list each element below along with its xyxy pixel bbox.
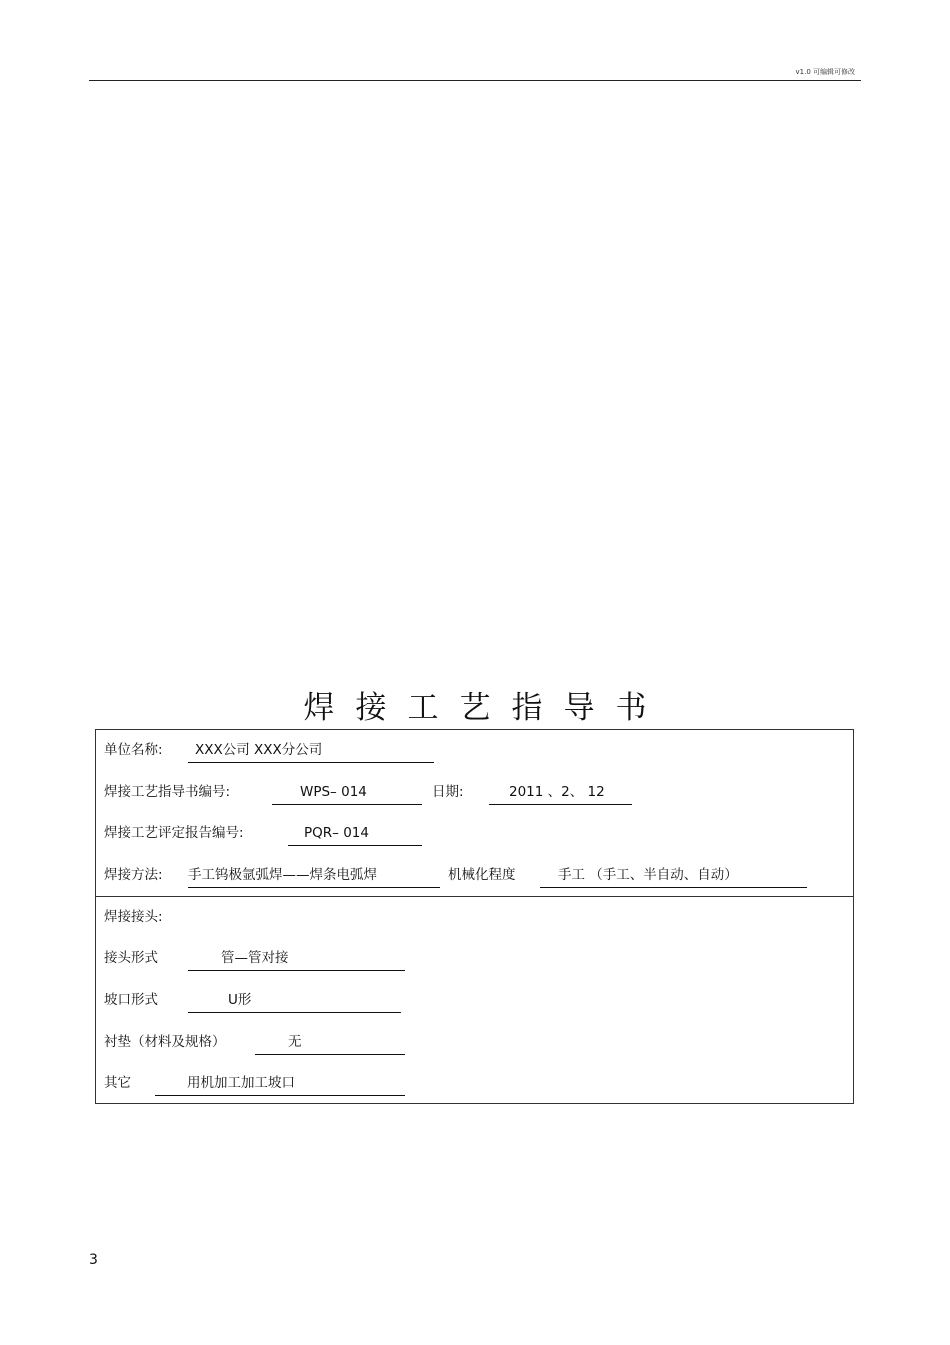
mechanization-label: 机械化程度 [448,867,516,883]
backing-row [96,1032,853,1052]
joint-heading: 焊接接头: [104,909,163,925]
joint-heading-row [96,907,853,927]
page-number: 3 [89,1252,98,1268]
unit-value: XXX公司 XXX分公司 [195,742,323,758]
wps-row [96,782,853,802]
other-label: 其它 [104,1075,131,1091]
wps-no-field [272,782,422,805]
other-row [96,1073,853,1093]
joint-type-label: 接头形式 [104,950,158,966]
wps-no-value: WPS– 014 [300,784,367,800]
method-field [188,865,440,888]
groove-type-row [96,990,853,1010]
mechanization-field [540,865,807,888]
unit-field [188,740,434,763]
pqr-no-label: 焊接工艺评定报告编号: [104,825,244,841]
document-title: 焊接工艺指导书 [303,690,668,726]
backing-value: 无 [288,1034,302,1050]
joint-type-value: 管—管对接 [221,950,289,966]
unit-label: 单位名称: [104,742,163,758]
method-value: 手工钨极氩弧焊——焊条电弧焊 [188,867,377,883]
groove-type-label: 坡口形式 [104,992,158,1008]
mechanization-value: 手工 （手工、半自动、自动） [558,867,738,883]
joint-type-field [188,948,405,971]
section-divider [96,896,853,897]
other-field [155,1073,405,1096]
version-tag: v1.0 可编辑可修改 [795,68,855,76]
joint-type-row [96,948,853,968]
groove-type-value: U形 [228,992,252,1008]
pqr-row [96,823,853,843]
pqr-no-value: PQR– 014 [304,825,369,841]
backing-field [255,1032,405,1055]
backing-label: 衬垫（材料及规格） [104,1034,226,1050]
date-label: 日期: [432,784,464,800]
date-value: 2011 、2、 12 [509,784,605,800]
pqr-no-field [288,823,422,846]
unit-row [96,740,853,760]
date-field [489,782,632,805]
groove-type-field [188,990,401,1013]
method-row [96,865,853,885]
other-value: 用机加工加工坡口 [187,1075,295,1091]
header-rule [89,80,861,81]
wps-no-label: 焊接工艺指导书编号: [104,784,231,800]
method-label: 焊接方法: [104,867,163,883]
wps-form [95,729,854,1104]
